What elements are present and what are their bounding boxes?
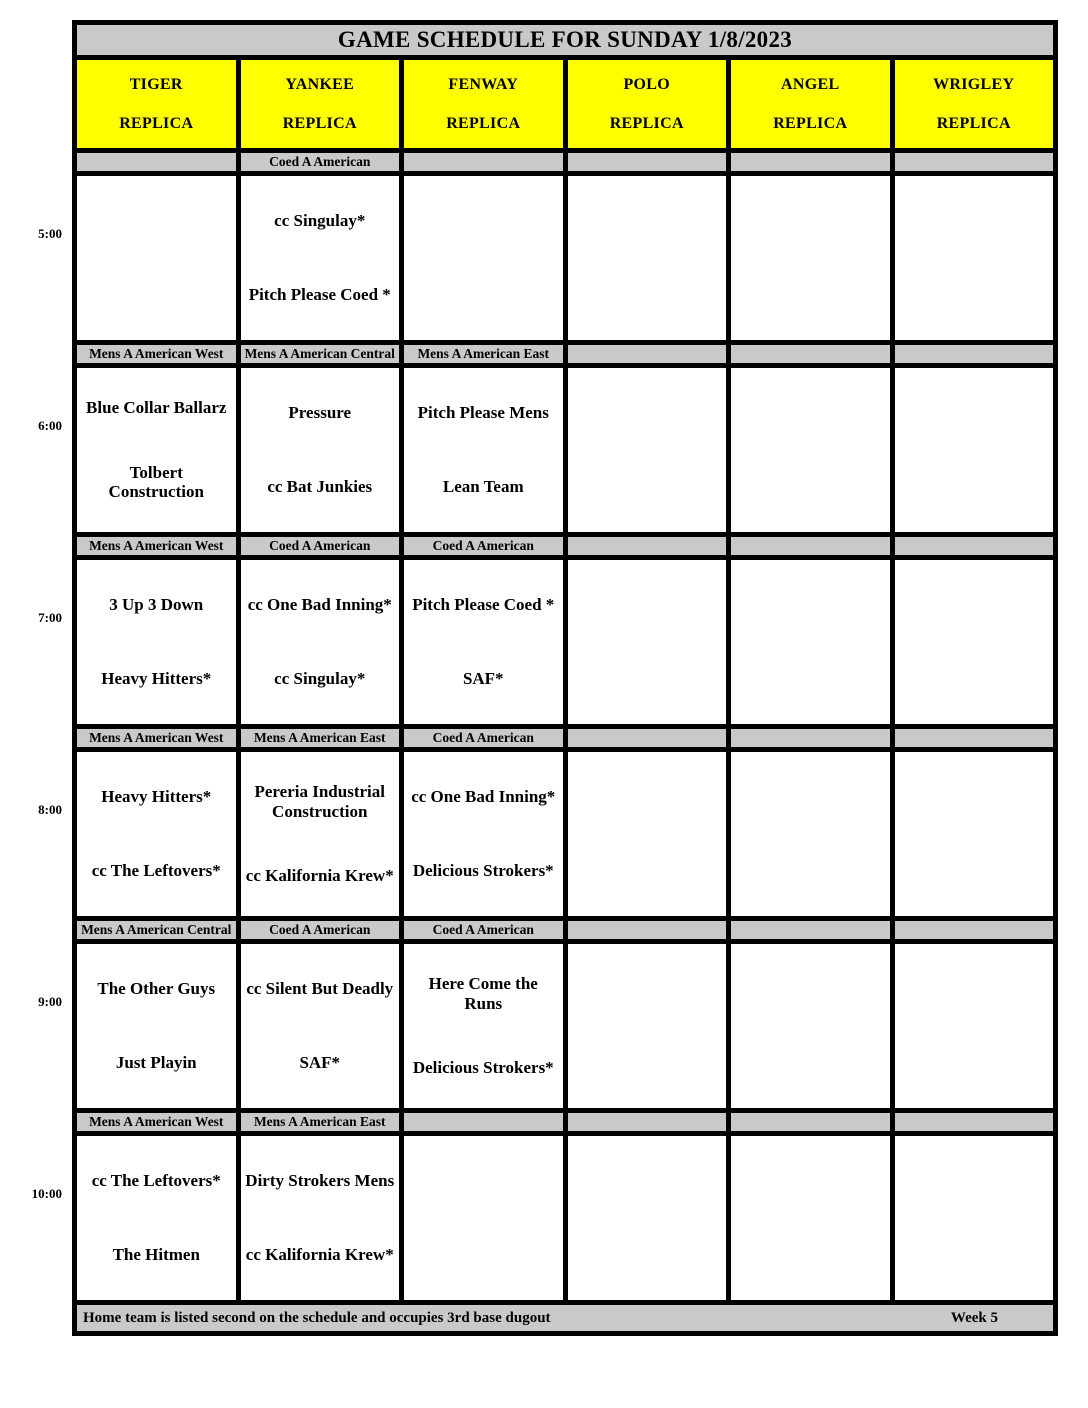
- home-team: cc Singulay*: [274, 669, 366, 689]
- game-row-600: [77, 368, 1053, 532]
- game-cell: [895, 176, 1054, 340]
- game-cell: [568, 1136, 727, 1300]
- game-cell: [731, 1136, 890, 1300]
- game-cell: [77, 368, 236, 532]
- time-label-800: 8:00: [38, 802, 62, 817]
- field-name: ANGEL: [781, 75, 840, 93]
- league-cell: [568, 153, 727, 171]
- game-cell: [404, 368, 563, 532]
- game-cell: [404, 944, 563, 1108]
- field-sub-label: REPLICA: [773, 114, 848, 132]
- league-cell: [895, 153, 1054, 171]
- away-team: Pressure: [288, 403, 352, 423]
- time-label-900: 9:00: [38, 994, 62, 1009]
- away-team: Pereria Industrial Construction: [254, 782, 385, 821]
- away-team: cc Silent But Deadly: [246, 979, 394, 999]
- game-cell: [77, 752, 236, 916]
- away-team: Blue Collar Ballarz: [86, 398, 227, 418]
- game-row-500: [77, 176, 1053, 340]
- league-cell: Coed A American: [241, 921, 400, 939]
- home-team: Just Playin: [115, 1053, 197, 1073]
- game-cell: [404, 752, 563, 916]
- league-cell: Mens A American West: [77, 345, 236, 363]
- game-cell: [731, 944, 890, 1108]
- slot-rows: [77, 153, 1053, 1300]
- league-cell: [568, 1113, 727, 1131]
- league-cell: [895, 1113, 1054, 1131]
- league-row-1000: [77, 1113, 1053, 1131]
- league-cell: [568, 345, 727, 363]
- game-cell: [895, 752, 1054, 916]
- field-sub-label: REPLICA: [282, 114, 357, 132]
- home-team: Pitch Please Coed *: [248, 285, 391, 305]
- league-cell: [895, 345, 1054, 363]
- home-team: Heavy Hitters*: [101, 669, 212, 689]
- field-name: POLO: [623, 75, 671, 93]
- game-cell: [241, 752, 400, 916]
- game-row-700: [77, 560, 1053, 724]
- league-cell: [895, 729, 1054, 747]
- field-name: YANKEE: [285, 75, 355, 93]
- game-cell: [731, 560, 890, 724]
- league-cell: [731, 345, 890, 363]
- league-cell: Coed A American: [404, 729, 563, 747]
- game-cell: [895, 1136, 1054, 1300]
- league-cell: [731, 729, 890, 747]
- footer-bar: [77, 1305, 1053, 1331]
- away-team: Here Come the Runs: [428, 974, 538, 1013]
- league-cell: [404, 153, 563, 171]
- league-cell: Mens A American Central: [241, 345, 400, 363]
- league-cell: [568, 537, 727, 555]
- away-team: cc One Bad Inning*: [411, 787, 556, 807]
- league-cell: [895, 537, 1054, 555]
- home-team: The Hitmen: [112, 1245, 200, 1265]
- game-cell: [895, 368, 1054, 532]
- league-cell: Coed A American: [404, 921, 563, 939]
- time-label-1000: 10:00: [31, 1186, 62, 1201]
- home-team: SAF*: [462, 669, 504, 689]
- field-name: WRIGLEY: [933, 75, 1015, 93]
- game-cell: [731, 752, 890, 916]
- game-cell: [404, 560, 563, 724]
- away-team: cc Singulay*: [274, 211, 366, 231]
- league-cell: [404, 1113, 563, 1131]
- field-header-tiger: [77, 60, 236, 148]
- league-cell: Coed A American: [404, 537, 563, 555]
- away-team: 3 Up 3 Down: [109, 595, 204, 615]
- home-team: Lean Team: [442, 477, 524, 497]
- league-cell: [77, 153, 236, 171]
- league-cell: [895, 921, 1054, 939]
- field-sub-label: REPLICA: [119, 114, 194, 132]
- game-cell: [895, 944, 1054, 1108]
- footer-week: Week 5: [950, 1309, 998, 1326]
- game-cell: [241, 560, 400, 724]
- game-cell: [77, 176, 236, 340]
- away-team: Heavy Hitters*: [101, 787, 212, 807]
- game-row-900: [77, 944, 1053, 1108]
- league-cell: Coed A American: [241, 153, 400, 171]
- footer-note: Home team is listed second on the schedule and occupies 3rd base dugout: [83, 1309, 551, 1326]
- field-header-row: [77, 60, 1053, 148]
- away-team: Pitch Please Coed *: [412, 595, 555, 615]
- league-row-700: [77, 537, 1053, 555]
- home-team: cc Kalifornia Krew*: [245, 1245, 394, 1265]
- away-team: Pitch Please Mens: [417, 403, 549, 423]
- home-team: cc Kalifornia Krew*: [245, 866, 394, 886]
- league-cell: [568, 921, 727, 939]
- game-cell: [568, 560, 727, 724]
- league-cell: Mens A American West: [77, 537, 236, 555]
- league-row-800: [77, 729, 1053, 747]
- field-sub-label: REPLICA: [609, 114, 684, 132]
- league-cell: [568, 729, 727, 747]
- game-cell: [404, 1136, 563, 1300]
- home-team: Tolbert Construction: [108, 462, 204, 502]
- game-cell: [77, 560, 236, 724]
- home-team: SAF*: [299, 1053, 341, 1073]
- league-row-500: [77, 153, 1053, 171]
- game-cell: [731, 176, 890, 340]
- game-cell: [568, 176, 727, 340]
- game-row-1000: [77, 1136, 1053, 1300]
- away-team: cc One Bad Inning*: [247, 595, 392, 615]
- game-cell: [241, 1136, 400, 1300]
- league-cell: Mens A American West: [77, 1113, 236, 1131]
- league-cell: [731, 1113, 890, 1131]
- field-header-polo: [568, 60, 727, 148]
- league-cell: [731, 921, 890, 939]
- field-sub-label: REPLICA: [936, 114, 1011, 132]
- game-cell: [241, 944, 400, 1108]
- away-team: cc The Leftovers*: [91, 1171, 221, 1191]
- game-cell: [241, 176, 400, 340]
- home-team: cc Bat Junkies: [267, 477, 373, 497]
- game-cell: [404, 176, 563, 340]
- game-cell: [568, 944, 727, 1108]
- field-header-angel: [731, 60, 890, 148]
- league-cell: [731, 153, 890, 171]
- home-team: Delicious Strokers*: [412, 861, 554, 881]
- home-team: Delicious Strokers*: [412, 1058, 554, 1078]
- game-cell: [895, 560, 1054, 724]
- schedule-title: GAME SCHEDULE FOR SUNDAY 1/8/2023: [77, 25, 1053, 55]
- league-cell: Mens A American Central: [77, 921, 236, 939]
- field-name: FENWAY: [448, 75, 519, 93]
- league-cell: [731, 537, 890, 555]
- schedule-table: [72, 20, 1058, 1336]
- league-cell: Mens A American East: [241, 729, 400, 747]
- field-name: TIGER: [129, 75, 183, 93]
- game-cell: [568, 368, 727, 532]
- field-sub-label: REPLICA: [446, 114, 521, 132]
- game-cell: [731, 368, 890, 532]
- game-cell: [568, 752, 727, 916]
- game-cell: [77, 944, 236, 1108]
- home-team: cc The Leftovers*: [91, 861, 221, 881]
- away-team: The Other Guys: [97, 979, 216, 999]
- field-header-yankee: [241, 60, 400, 148]
- game-row-800: [77, 752, 1053, 916]
- game-cell: [77, 1136, 236, 1300]
- time-label-500: 5:00: [38, 226, 62, 241]
- league-cell: Mens A American West: [77, 729, 236, 747]
- time-label-600: 6:00: [38, 418, 62, 433]
- time-label-700: 7:00: [38, 610, 62, 625]
- field-header-fenway: [404, 60, 563, 148]
- league-cell: Mens A American East: [241, 1113, 400, 1131]
- field-header-wrigley: [895, 60, 1054, 148]
- league-cell: Coed A American: [241, 537, 400, 555]
- away-team: Dirty Strokers Mens: [245, 1171, 395, 1191]
- game-cell: [241, 368, 400, 532]
- league-row-600: [77, 345, 1053, 363]
- league-cell: Mens A American East: [404, 345, 563, 363]
- league-row-900: [77, 921, 1053, 939]
